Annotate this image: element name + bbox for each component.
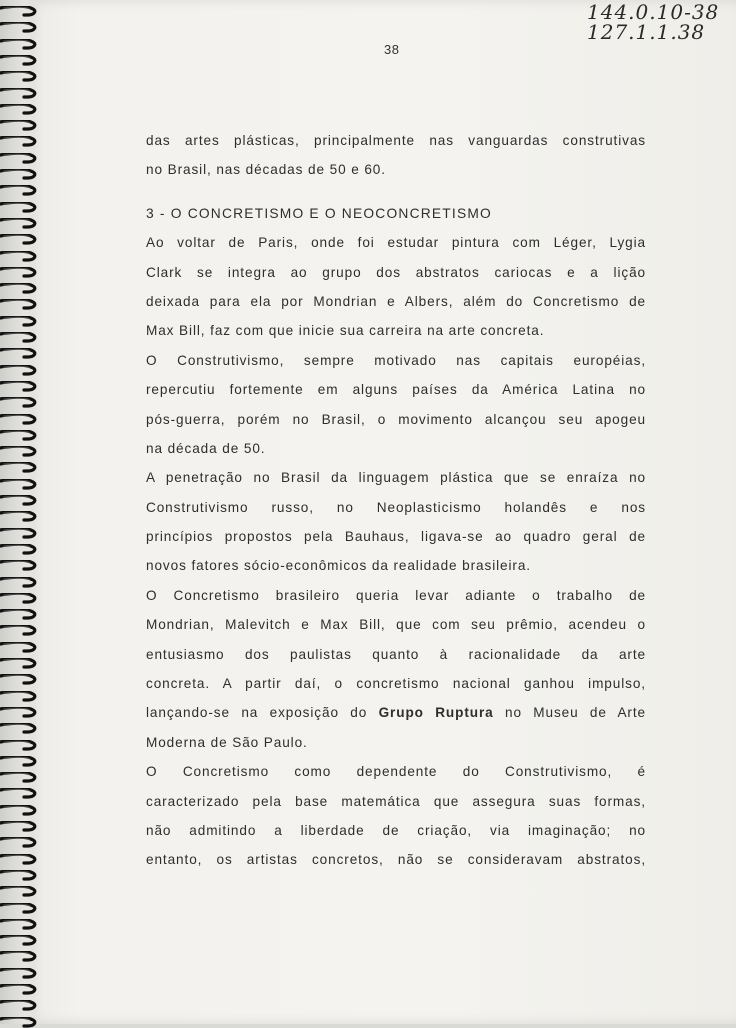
binding-coil [0, 609, 38, 620]
text-line: Ao voltar de Paris, onde foi estudar pintura com Léger, Lygia [146, 235, 646, 251]
text-line: Clark se integra ao grupo dos abstratos cariocas e a lição [146, 264, 646, 280]
binding-coil [0, 251, 38, 262]
binding-coil [0, 283, 38, 294]
binding-coil [0, 723, 38, 734]
binding-coil [0, 935, 38, 946]
binding-coil [0, 788, 38, 799]
text-line: princípios propostos pela Bauhaus, ligava-se ao quadro geral de [146, 529, 646, 545]
text-line: Moderna de São Paulo. [146, 734, 308, 750]
binding-coil [0, 870, 38, 881]
binding-coil [0, 169, 38, 180]
text-line: A penetração no Brasil da linguagem plástica que se enraíza no [146, 470, 646, 486]
handwritten-annotation [587, 0, 720, 44]
handwritten-line: 144.0.10-38 [587, 0, 720, 24]
binding-coil [0, 919, 38, 930]
binding-coil [0, 951, 38, 962]
text-line: concreta. A partir daí, o concretismo nacional ganhou impulso, [146, 676, 646, 692]
binding-coil [0, 544, 38, 555]
page-number: 38 [384, 42, 400, 57]
text-line: no Brasil, nas décadas de 50 e 60. [146, 162, 386, 178]
binding-coil [0, 854, 38, 865]
binding-coil [0, 430, 38, 441]
text-span: lançando-se na exposição do [146, 705, 379, 721]
document-body [146, 126, 646, 875]
text-line: O Concretismo brasileiro queria levar adiante o trabalho de [146, 587, 646, 603]
binding-coil [0, 577, 38, 588]
binding-coil [0, 511, 38, 522]
text-line: caracterizado pela base matemática que assegura suas formas, [146, 793, 646, 809]
text-line: Mondrian, Malevitch e Max Bill, que com seu prêmio, acendeu o [146, 617, 646, 633]
grupo-ruptura-bold: Grupo Ruptura [378, 705, 494, 721]
binding-coil [0, 1000, 38, 1011]
binding-coil [0, 756, 38, 767]
binding-coil [0, 348, 38, 359]
binding-coil [0, 39, 38, 50]
text-line: O Concretismo como dependente do Construtivismo, é [146, 764, 646, 780]
binding-coil [0, 674, 38, 685]
binding-coil [0, 642, 38, 653]
binding-coil [0, 397, 38, 408]
binding-coil [0, 104, 38, 115]
binding-coil [0, 1017, 38, 1028]
binding-coil [0, 299, 38, 310]
text-line: deixada para ela por Mondrian e Albers, além do Concretismo de [146, 293, 646, 309]
binding-coil [0, 267, 38, 278]
text-line: repercutiu fortemente em alguns países da América Latina no [146, 382, 646, 398]
binding-coil [0, 886, 38, 897]
binding-coil [0, 740, 38, 751]
binding-coil [0, 185, 38, 196]
binding-coil [0, 821, 38, 832]
binding-coil [0, 772, 38, 783]
binding-coil [0, 88, 38, 99]
binding-coil [0, 332, 38, 343]
text-line: pós-guerra, porém no Brasil, o movimento alcançou seu apogeu [146, 411, 646, 427]
binding-coil [0, 120, 38, 131]
binding-coil [0, 153, 38, 164]
binding-coil [0, 984, 38, 995]
binding-coil [0, 414, 38, 425]
text-line: Max Bill, faz com que inicie sua carreira na arte concreta. [146, 323, 545, 339]
binding-coil [0, 136, 38, 147]
text-span: no Museu de Arte [493, 705, 646, 721]
binding-coil [0, 968, 38, 979]
text-line: O Construtivismo, sempre motivado nas capitais européias, [146, 352, 646, 368]
binding-coil [0, 55, 38, 66]
binding-coil [0, 218, 38, 229]
text-line-ruptura [146, 698, 646, 727]
binding-coil [0, 528, 38, 539]
text-line: entanto, os artistas concretos, não se consideravam abstratos, [146, 852, 646, 868]
binding-coil [0, 381, 38, 392]
binding-coil [0, 479, 38, 490]
binding-coil [0, 805, 38, 816]
binding-coil [0, 365, 38, 376]
binding-coil [0, 71, 38, 82]
handwritten-line: 127.1.1.38 [587, 20, 706, 44]
binding-coil [0, 446, 38, 457]
text-line: na década de 50. [146, 440, 266, 456]
binding-coil [0, 658, 38, 669]
binding-coil [0, 691, 38, 702]
text-line: não admitindo a liberdade de criação, via imaginação; no [146, 822, 646, 838]
binding-coil [0, 234, 38, 245]
text-line: entusiasmo dos paulistas quanto à racionalidade da arte [146, 646, 646, 662]
text-line: das artes plásticas, principalmente nas vanguardas construtivas [146, 133, 646, 148]
binding-coil [0, 837, 38, 848]
binding-coil [0, 707, 38, 718]
binding-coil [0, 316, 38, 327]
spiral-binding [0, 0, 42, 1024]
binding-coil [0, 625, 38, 636]
binding-coil [0, 202, 38, 213]
text-line: novos fatores sócio-econômicos da realidade brasileira. [146, 558, 531, 574]
text-line: Construtivismo russo, no Neoplasticismo holandês e nos [146, 499, 646, 515]
binding-coil [0, 6, 38, 17]
binding-coil [0, 495, 38, 506]
binding-coil [0, 593, 38, 604]
binding-coil [0, 22, 38, 33]
section-heading: 3 - O CONCRETISMO E O NEOCONCRETISMO [146, 205, 492, 221]
binding-coil [0, 560, 38, 571]
binding-coil [0, 462, 38, 473]
binding-coil [0, 903, 38, 914]
